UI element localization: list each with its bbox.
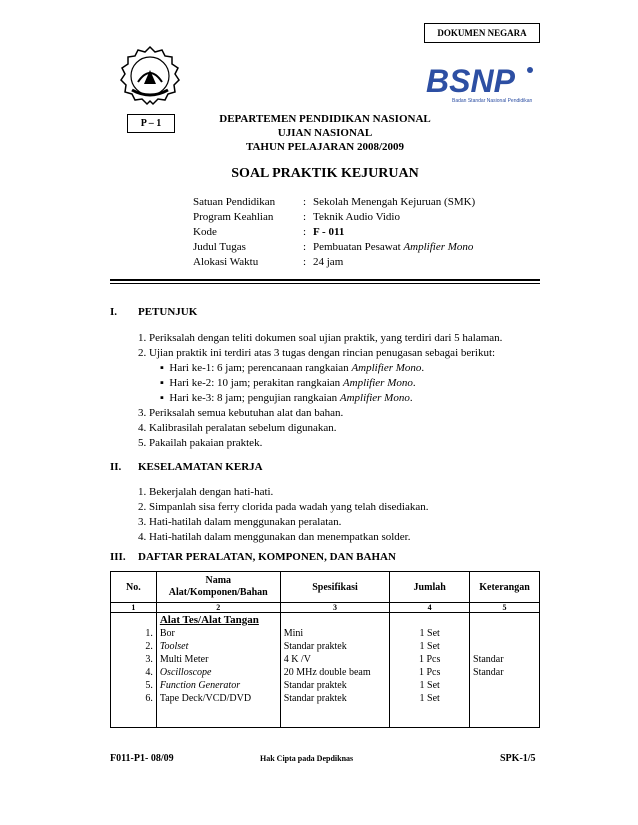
- list-item: 2. Simpanlah sisa ferry clorida pada wadah yang telah disediakan.: [138, 501, 429, 513]
- table-cell-spec: Mini Standar praktek 4 K /V 20 MHz double beam Standar praktek Standar praktek: [280, 613, 390, 728]
- divider: [110, 283, 540, 284]
- list-item: 1. Bekerjalah dengan hati-hati.: [138, 486, 274, 498]
- info-value: Sekolah Menengah Kejuruan (SMK): [313, 196, 476, 208]
- column-header: Nama Alat/Komponen/Bahan: [156, 572, 280, 603]
- info-label: Satuan Pendidikan: [193, 196, 276, 208]
- info-label: Alokasi Waktu: [193, 256, 259, 268]
- table-column-number-row: [111, 603, 540, 613]
- info-label: Judul Tugas: [193, 241, 246, 253]
- bullet-item: ▪ Hari ke-3: 8 jam; pengujian rangkaian Amplifier Mono.: [160, 392, 413, 404]
- bullet-item: ▪ Hari ke-2: 10 jam; perakitan rangkaian Amplifier Mono.: [160, 377, 416, 389]
- column-header: Jumlah: [390, 572, 470, 603]
- info-value: Pembuatan Pesawat Amplifier Mono: [313, 241, 474, 253]
- list-item: 4. Hati-hatilah dalam menggunakan dan menempatkan solder.: [138, 531, 411, 543]
- column-header: No.: [111, 572, 157, 603]
- info-value-code: F - 011: [313, 226, 345, 238]
- column-number: 1: [111, 603, 157, 613]
- document-classification-box: DOKUMEN NEGARA: [424, 23, 540, 43]
- info-value: 24 jam: [313, 256, 344, 268]
- footer-code: F011-P1- 08/09: [110, 753, 174, 764]
- table-cell-name: Alat Tes/Alat Tangan Bor Toolset Multi Meter Oscilloscope Function Generator Tape Deck/VCD/DVD: [156, 613, 280, 728]
- info-value: Teknik Audio Vidio: [313, 211, 400, 223]
- tut-wuri-handayani-emblem-icon: [118, 44, 182, 108]
- bullet-item: ▪ Hari ke-1: 6 jam; perencanaan rangkaian Amplifier Mono.: [160, 362, 425, 374]
- header-line-1: DEPARTEMEN PENDIDIKAN NASIONAL: [219, 113, 431, 125]
- table-cell-no: 1. 2. 3. 4. 5. 6.: [111, 613, 157, 728]
- table-cell-qty: 1 Set 1 Set 1 Pcs 1 Pcs 1 Set 1 Set: [390, 613, 470, 728]
- list-item: 5. Pakailah pakaian praktek.: [138, 437, 263, 449]
- bsnp-logo-text: Badan Standar Nasional Pendidikan: [452, 98, 533, 104]
- column-number: 3: [280, 603, 390, 613]
- list-item: 4. Kalibrasilah peralatan sebelum digunakan.: [138, 422, 337, 434]
- bsnp-logo-mark: BSNP: [426, 64, 515, 98]
- column-header: Spesifikasi: [280, 572, 390, 603]
- section-title: DAFTAR PERALATAN, KOMPONEN, DAN BAHAN: [138, 551, 396, 563]
- list-item: 2. Ujian praktik ini terdiri atas 3 tugas dengan rincian penugasan sebagai berikut:: [138, 347, 496, 359]
- header-line-2: UJIAN NASIONAL: [277, 127, 373, 139]
- column-header: Keterangan: [470, 572, 540, 603]
- header-line-3: TAHUN PELAJARAN 2008/2009: [245, 141, 405, 153]
- info-label: Kode: [193, 226, 217, 238]
- divider: [110, 279, 540, 281]
- bsnp-logo: [424, 64, 536, 108]
- table-body-row: [111, 613, 540, 728]
- section-title: PETUNJUK: [138, 306, 198, 318]
- section-number: III.: [110, 551, 126, 563]
- footer-copyright: Hak Cipta pada Depdiknas: [260, 754, 354, 763]
- table-header-row: [111, 572, 540, 603]
- table-cell-note: Standar Standar: [470, 613, 540, 728]
- section-number: I.: [110, 306, 118, 318]
- section-number: II.: [110, 461, 122, 473]
- group-title: Alat Tes/Alat Tangan: [159, 614, 259, 626]
- section-title: KESELAMATAN KERJA: [138, 461, 263, 473]
- page-title: SOAL PRAKTIK KEJURUAN: [231, 166, 419, 181]
- list-item: 3. Periksalah semua kebutuhan alat dan bahan.: [138, 407, 344, 419]
- column-number: 2: [156, 603, 280, 613]
- list-item: 3. Hati-hatilah dalam menggunakan peralatan.: [138, 516, 342, 528]
- column-number: 5: [470, 603, 540, 613]
- column-number: 4: [390, 603, 470, 613]
- equipment-table: [110, 571, 540, 728]
- list-item: 1. Periksalah dengan teliti dokumen soal ujian praktik, yang terdiri dari 5 halaman.: [138, 332, 503, 344]
- footer-page-number: SPK-1/5: [500, 753, 536, 764]
- paket-box: P – 1: [127, 114, 175, 133]
- info-label: Program Keahlian: [193, 211, 274, 223]
